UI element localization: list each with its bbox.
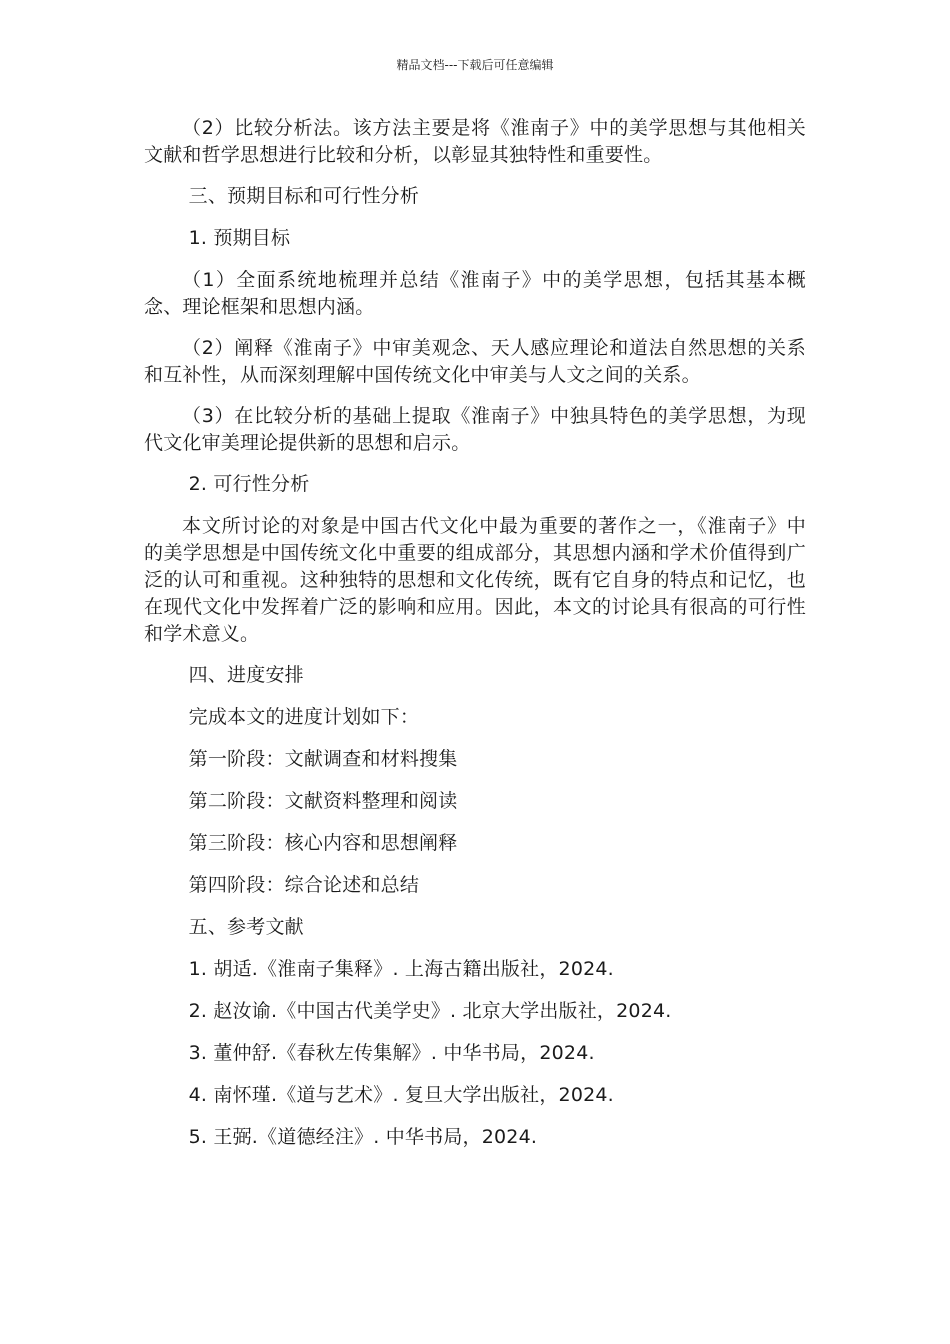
section-3-heading: 三、预期目标和可行性分析 (188, 185, 420, 207)
reference-4: 4. 南怀瑾.《道与艺术》. 复旦大学出版社，2024. (188, 1084, 614, 1106)
schedule-intro: 完成本文的进度计划如下： (188, 706, 420, 728)
subsection-feasibility: 2. 可行性分析 (188, 473, 310, 495)
section-4-heading: 四、进度安排 (188, 664, 304, 686)
goal-1: （1）全面系统地梳理并总结《淮南子》中的美学思想，包括其基本概念、理论框架和思想内涵。 (144, 269, 806, 318)
feasibility-paragraph: 本文所讨论的对象是中国古代文化中最为重要的著作之一，《淮南子》中的美学思想是中国传统文化中重要的组成部分，其思想内涵和学术价值得到广泛的认可和重视。这种独特的思想和文化传统，既有它自身的特点和记忆，也在现代文化中发挥着广泛的影响和应用。因此，本文的讨论具有很高的可行性和学术意义。 (144, 515, 806, 645)
reference-2: 2. 赵汝谕.《中国古代美学史》. 北京大学出版社，2024. (188, 1000, 672, 1022)
subsection-expected-goals: 1. 预期目标 (188, 227, 291, 249)
document-body (144, 115, 806, 1166)
reference-1: 1. 胡适.《淮南子集释》. 上海古籍出版社，2024. (188, 958, 614, 980)
goal-3: （3）在比较分析的基础上提取《淮南子》中独具特色的美学思想，为现代文化审美理论提供新的思想和启示。 (144, 405, 806, 454)
stage-4: 第四阶段：综合论述和总结 (188, 874, 420, 896)
stage-1: 第一阶段：文献调查和材料搜集 (188, 748, 458, 770)
goal-2: （2）阐释《淮南子》中审美观念、天人感应理论和道法自然思想的关系和互补性，从而深刻理解中国传统文化中审美与人文之间的关系。 (144, 337, 806, 386)
section-5-heading: 五、参考文献 (188, 916, 304, 938)
method-comparative-analysis: （2）比较分析法。该方法主要是将《淮南子》中的美学思想与其他相关文献和哲学思想进行比较和分析，以彰显其独特性和重要性。 (144, 117, 806, 166)
page-header: 精品文档---下载后可任意编辑 (396, 58, 554, 72)
stage-2: 第二阶段：文献资料整理和阅读 (188, 790, 458, 812)
stage-3: 第三阶段：核心内容和思想阐释 (188, 832, 458, 854)
reference-3: 3. 董仲舒.《春秋左传集解》. 中华书局，2024. (188, 1042, 595, 1064)
reference-5: 5. 王弼.《道德经注》. 中华书局，2024. (188, 1126, 538, 1148)
